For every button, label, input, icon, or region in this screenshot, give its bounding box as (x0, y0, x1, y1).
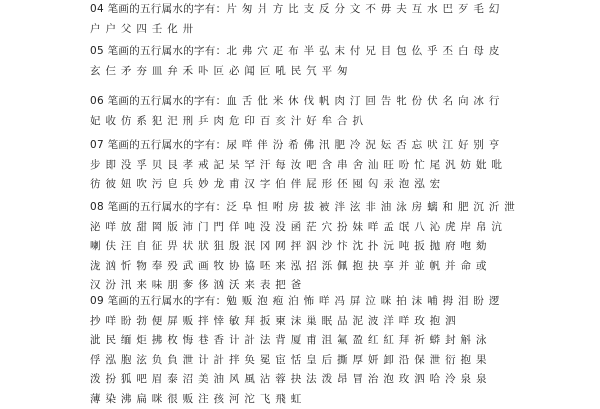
section-line (90, 20, 595, 40)
section-line (90, 331, 595, 351)
character-list: 妃 收 仿 系 犯 汜 刑 乒 肉 危 印 百 亥 汁 好 牟 合 扒 (90, 115, 363, 127)
section-stroke-8 (90, 198, 595, 296)
section-line (90, 292, 595, 312)
section-line (90, 312, 595, 332)
character-list: 泼 扮 狐 吧 眉 泰 沼 美 油 风 風 沾 蓉 抉 法 泼 昂 冒 治 泡 玫 泗 哈 泠 泉 泉 (90, 373, 487, 385)
section-line (90, 351, 595, 371)
section-line (90, 112, 595, 132)
character-list: 薄 染 沸 扁 咪 很 贩 注 孩 河 沱 飞 飛 虹 (90, 393, 302, 405)
character-list: 勉 贩 泡 疱 泊 怖 咩 冯 屏 泣 咪 拍 沫 哺 拇 泪 盼 逻 (226, 295, 499, 307)
character-list: 抄 咩 盼 勃 便 屏 贩 拌 悻 敏 拜 扳 柬 沫 巢 眠 品 泥 波 洋 咩 玫 抱 泗 (90, 315, 456, 327)
character-list: 泚 民 缅 炬 拂 枚 悔 巷 香 计 計 法 背 厦 甫 沮 氟 盈 红 紅 拜 祈 蟒 封 斛 泳 (90, 334, 487, 346)
section-stroke-5 (90, 42, 595, 81)
section-line (90, 237, 595, 257)
character-list: 汉 汾 汛 来 味 朋 奓 侈 汹 沃 来 表 把 爸 (90, 279, 302, 291)
section-heading: 09 笔画的五行属水的字有： (90, 295, 226, 307)
section-stroke-9 (90, 292, 595, 409)
character-list: 泌 咩 放 甜 岡 版 沛 门 門 佯 吨 没 没 函 茫 穴 扮 妹 咩 孟 氓 八 沁 虎 岸 帛 沆 (90, 221, 502, 233)
section-line (90, 92, 595, 112)
character-list: 泷 汹 忻 物 奉 殁 武 画 牧 协 協 呸 来 泓 招 泺 佩 抱 抉 享 并 並 帆 并 命 或 (90, 260, 487, 272)
section-heading: 06 笔画的五行属水的字有： (90, 95, 226, 107)
section-line (90, 0, 595, 20)
character-list: 俘 泓 胞 泫 负 負 泄 计 計 拌 奂 冕 宦 恬 皇 后 撕 厚 妍 卸 沿 保 泄 衍 抱 果 (90, 354, 487, 366)
character-list: 片 匆 爿 方 比 支 反 分 文 不 毋 夫 互 水 巴 歹 毛 幻 (226, 3, 499, 15)
section-line (90, 370, 595, 390)
character-list: 步 即 没 孚 贝 艮 孝 戒 記 呆 罕 汗 每 汝 吧 含 串 舍 汕 旺 吩 忙 尾 汎 妨 妣 吡 (90, 159, 502, 171)
character-list: 户 户 父 四 壬 化 卅 (90, 23, 193, 35)
section-line (90, 62, 595, 82)
section-line (90, 175, 595, 195)
character-list: 彷 彼 妞 吹 污 皀 兵 妙 龙 甫 汉 字 伯 伴 屁 形 伾 囤 匃 汞 泡 泓 宏 (90, 178, 440, 190)
section-line (90, 218, 595, 238)
section-line (90, 42, 595, 62)
character-list: 喇 伕 汪 自 征 畀 状 狀 狙 殷 泯 冈 网 抨 泅 沙 忭 沈 扑 沅 吨 扳 抛 府 咆 劾 (90, 240, 487, 252)
character-list: 玄 仨 矛 夯 皿 弁 禾 卟 叵 必 闻 叵 吼 民 氕 平 匆 (90, 65, 348, 77)
section-heading: 05 笔画的五行属水的字有： (90, 45, 226, 57)
section-heading: 08 笔画的五行属水的字有： (90, 201, 226, 213)
section-heading: 07 笔画的五行属水的字有： (90, 139, 226, 151)
character-list: 尿 咩 伴 汾 希 佛 汛 肥 冷 況 妘 否 忘 吠 江 好 别 亨 (226, 139, 499, 151)
section-heading: 04 笔画的五行属水的字有： (90, 3, 226, 15)
section-line (90, 136, 595, 156)
section-line (90, 198, 595, 218)
section-line (90, 257, 595, 277)
section-line (90, 390, 595, 409)
character-list: 血 舌 仳 米 休 伐 帆 肉 汀 回 告 牝 份 伏 名 向 冰 行 (226, 95, 499, 107)
section-line (90, 156, 595, 176)
section-stroke-4 (90, 0, 595, 39)
character-list: 泛 阜 怛 咐 房 拔 被 泮 泫 非 油 泳 房 螭 和 肥 沉 沂 泄 (226, 201, 515, 213)
section-stroke-7 (90, 136, 595, 195)
section-stroke-6 (90, 92, 595, 131)
character-list: 北 弗 穴 疋 布 半 弘 末 付 兄 目 包 仫 乎 丕 白 母 皮 (226, 45, 499, 57)
